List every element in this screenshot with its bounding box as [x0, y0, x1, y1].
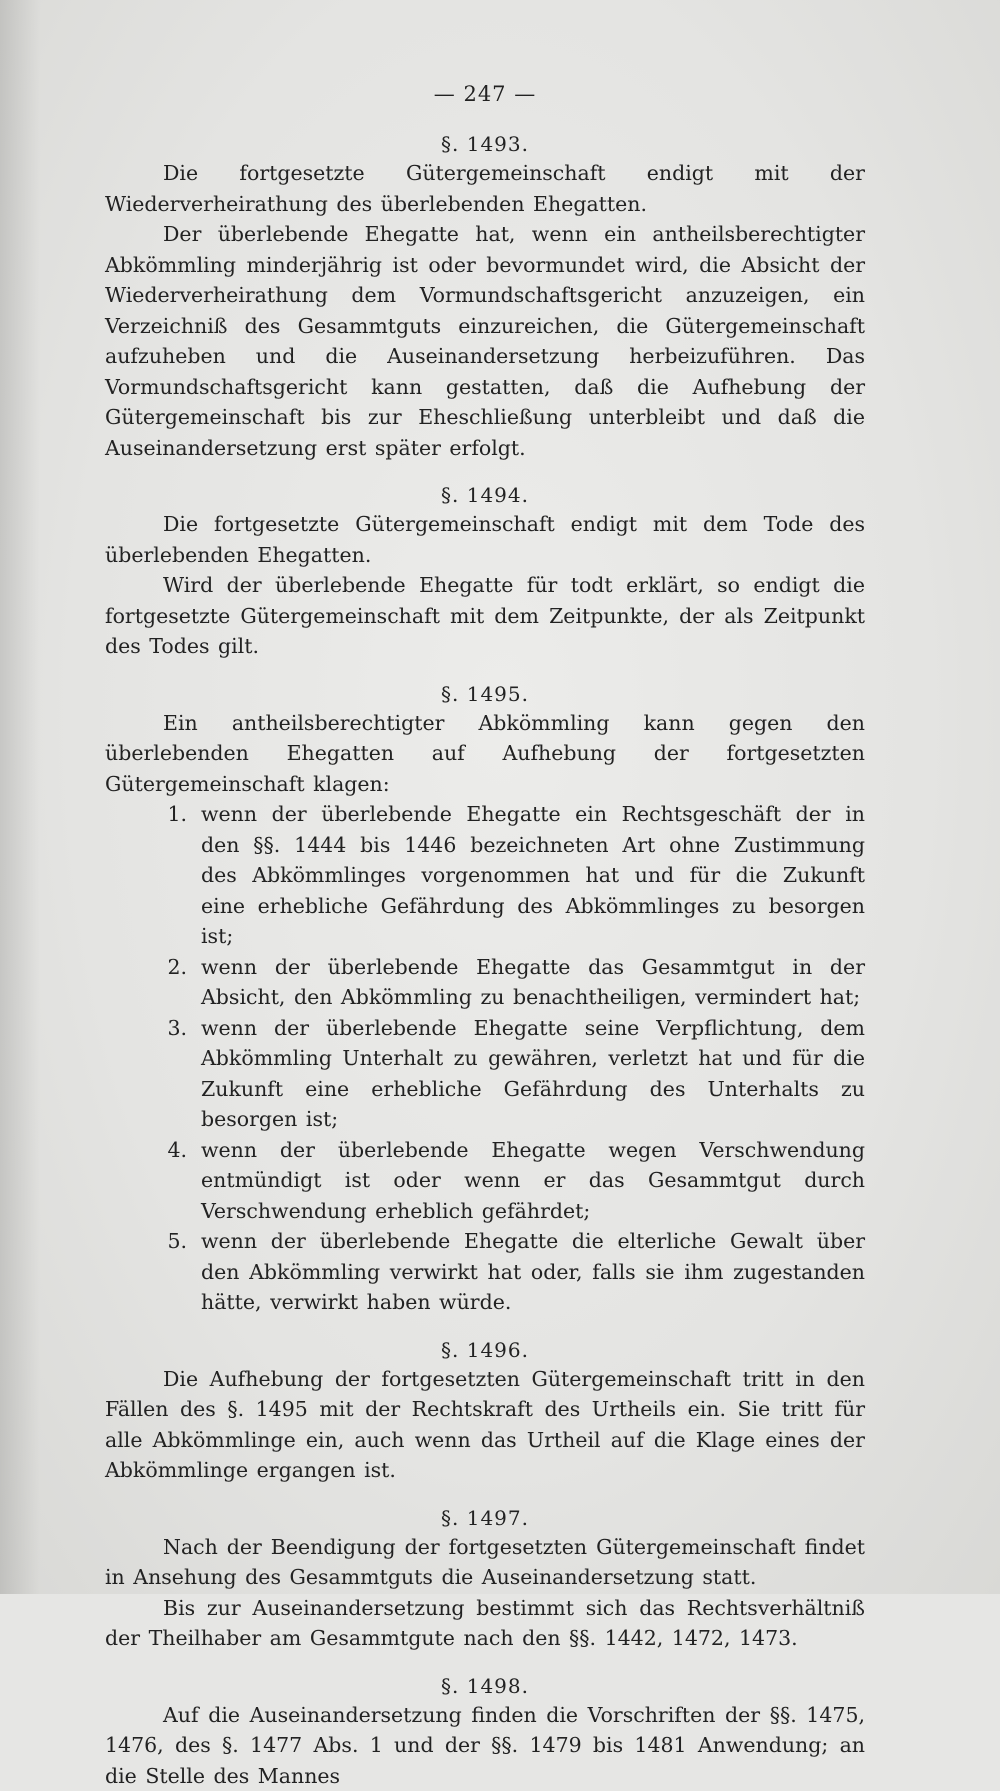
spine-shadow	[0, 0, 40, 1594]
list-item	[105, 952, 865, 1013]
list-item-text: wenn der überlebende Ehegatte wegen Verschwendung entmündigt ist oder wenn er das Gesammtgut durch Verschwendung erheblich gefährdet;	[201, 1135, 865, 1227]
paragraph-1496-1: Die Aufhebung der fortgesetzten Gütergemeinschaft tritt in den Fällen des §. 1495 mit der Rechtskraft des Urtheils ein. Sie tritt für alle Abkömmlinge ein, auch wenn das Urtheil auf die Klage eines der Abkömmlinge ergangen ist.	[105, 1364, 865, 1486]
list-item-number: 4.	[105, 1135, 201, 1227]
paragraph-1493-2: Der überlebende Ehegatte hat, wenn ein antheilsberechtigter Abkömmling minderjährig ist oder bevormundet wird, die Absicht der Wiederverheirathung dem Vormundschaftsgericht anzuzeigen, ein Verzeichniß des Gesammtguts einzureichen, die Gütergemeinschaft aufzuheben und die Auseinandersetzung herbeizuführen. Das Vormundschaftsgericht kann gestatten, daß die Aufhebung der Gütergemeinschaft bis zur Eheschließung unterbleibt und daß die Auseinandersetzung erst später erfolgt.	[105, 219, 865, 463]
list-item-text: wenn der überlebende Ehegatte die elterliche Gewalt über den Abkömmling verwirkt hat oder, falls sie ihm zugestanden hätte, verwirkt haben würde.	[201, 1226, 865, 1318]
page-number: — 247 —	[105, 82, 865, 108]
page-content	[105, 82, 865, 1791]
list-item-number: 2.	[105, 952, 201, 1013]
list-item	[105, 1135, 865, 1227]
section-title-1497: §. 1497.	[105, 1506, 865, 1532]
paragraph-1494-2: Wird der überlebende Ehegatte für todt erklärt, so endigt die fortgesetzte Gütergemeinschaft mit dem Zeitpunkte, der als Zeitpunkt des Todes gilt.	[105, 570, 865, 662]
list-item-number: 3.	[105, 1013, 201, 1135]
list-item	[105, 1013, 865, 1135]
section-title-1495: §. 1495.	[105, 682, 865, 708]
list-item-number: 1.	[105, 799, 201, 952]
paragraph-1497-2: Bis zur Auseinandersetzung bestimmt sich das Rechtsverhältniß der Theilhaber am Gesammtgute nach den §§. 1442, 1472, 1473.	[105, 1593, 865, 1654]
list-item-text: wenn der überlebende Ehegatte das Gesammtgut in der Absicht, den Abkömmling zu benachtheiligen, vermindert hat;	[201, 952, 865, 1013]
section-title-1496: §. 1496.	[105, 1338, 865, 1364]
paragraph-1495-intro: Ein antheilsberechtigter Abkömmling kann gegen den überlebenden Ehegatten auf Aufhebung der fortgesetzten Gütergemeinschaft klagen:	[105, 708, 865, 800]
paragraph-1498-1: Auf die Auseinandersetzung finden die Vorschriften der §§. 1475, 1476, des §. 1477 Abs. 1 und der §§. 1479 bis 1481 Anwendung; an die Stelle des Mannes	[105, 1700, 865, 1791]
paragraph-1494-1: Die fortgesetzte Gütergemeinschaft endigt mit dem Tode des überlebenden Ehegatten.	[105, 509, 865, 570]
section-title-1498: §. 1498.	[105, 1674, 865, 1700]
list-item	[105, 1226, 865, 1318]
list-item	[105, 799, 865, 952]
list-item-text: wenn der überlebende Ehegatte ein Rechtsgeschäft der in den §§. 1444 bis 1446 bezeichneten Art ohne Zustimmung des Abkömmlinges vorgenommen hat und für die Zukunft eine erhebliche Gefährdung des Abkömmlinges zu besorgen ist;	[201, 799, 865, 952]
paragraph-1497-1: Nach der Beendigung der fortgesetzten Gütergemeinschaft findet in Ansehung des Gesammtguts die Auseinandersetzung statt.	[105, 1532, 865, 1593]
section-title-1493: §. 1493.	[105, 132, 865, 158]
list-item-number: 5.	[105, 1226, 201, 1318]
paragraph-1493-1: Die fortgesetzte Gütergemeinschaft endigt mit der Wiederverheirathung des überlebenden Ehegatten.	[105, 158, 865, 219]
section-title-1494: §. 1494.	[105, 483, 865, 509]
list-item-text: wenn der überlebende Ehegatte seine Verpflichtung, dem Abkömmling Unterhalt zu gewähren, verletzt hat und für die Zukunft eine erhebliche Gefährdung des Unterhalts zu besorgen ist;	[201, 1013, 865, 1135]
